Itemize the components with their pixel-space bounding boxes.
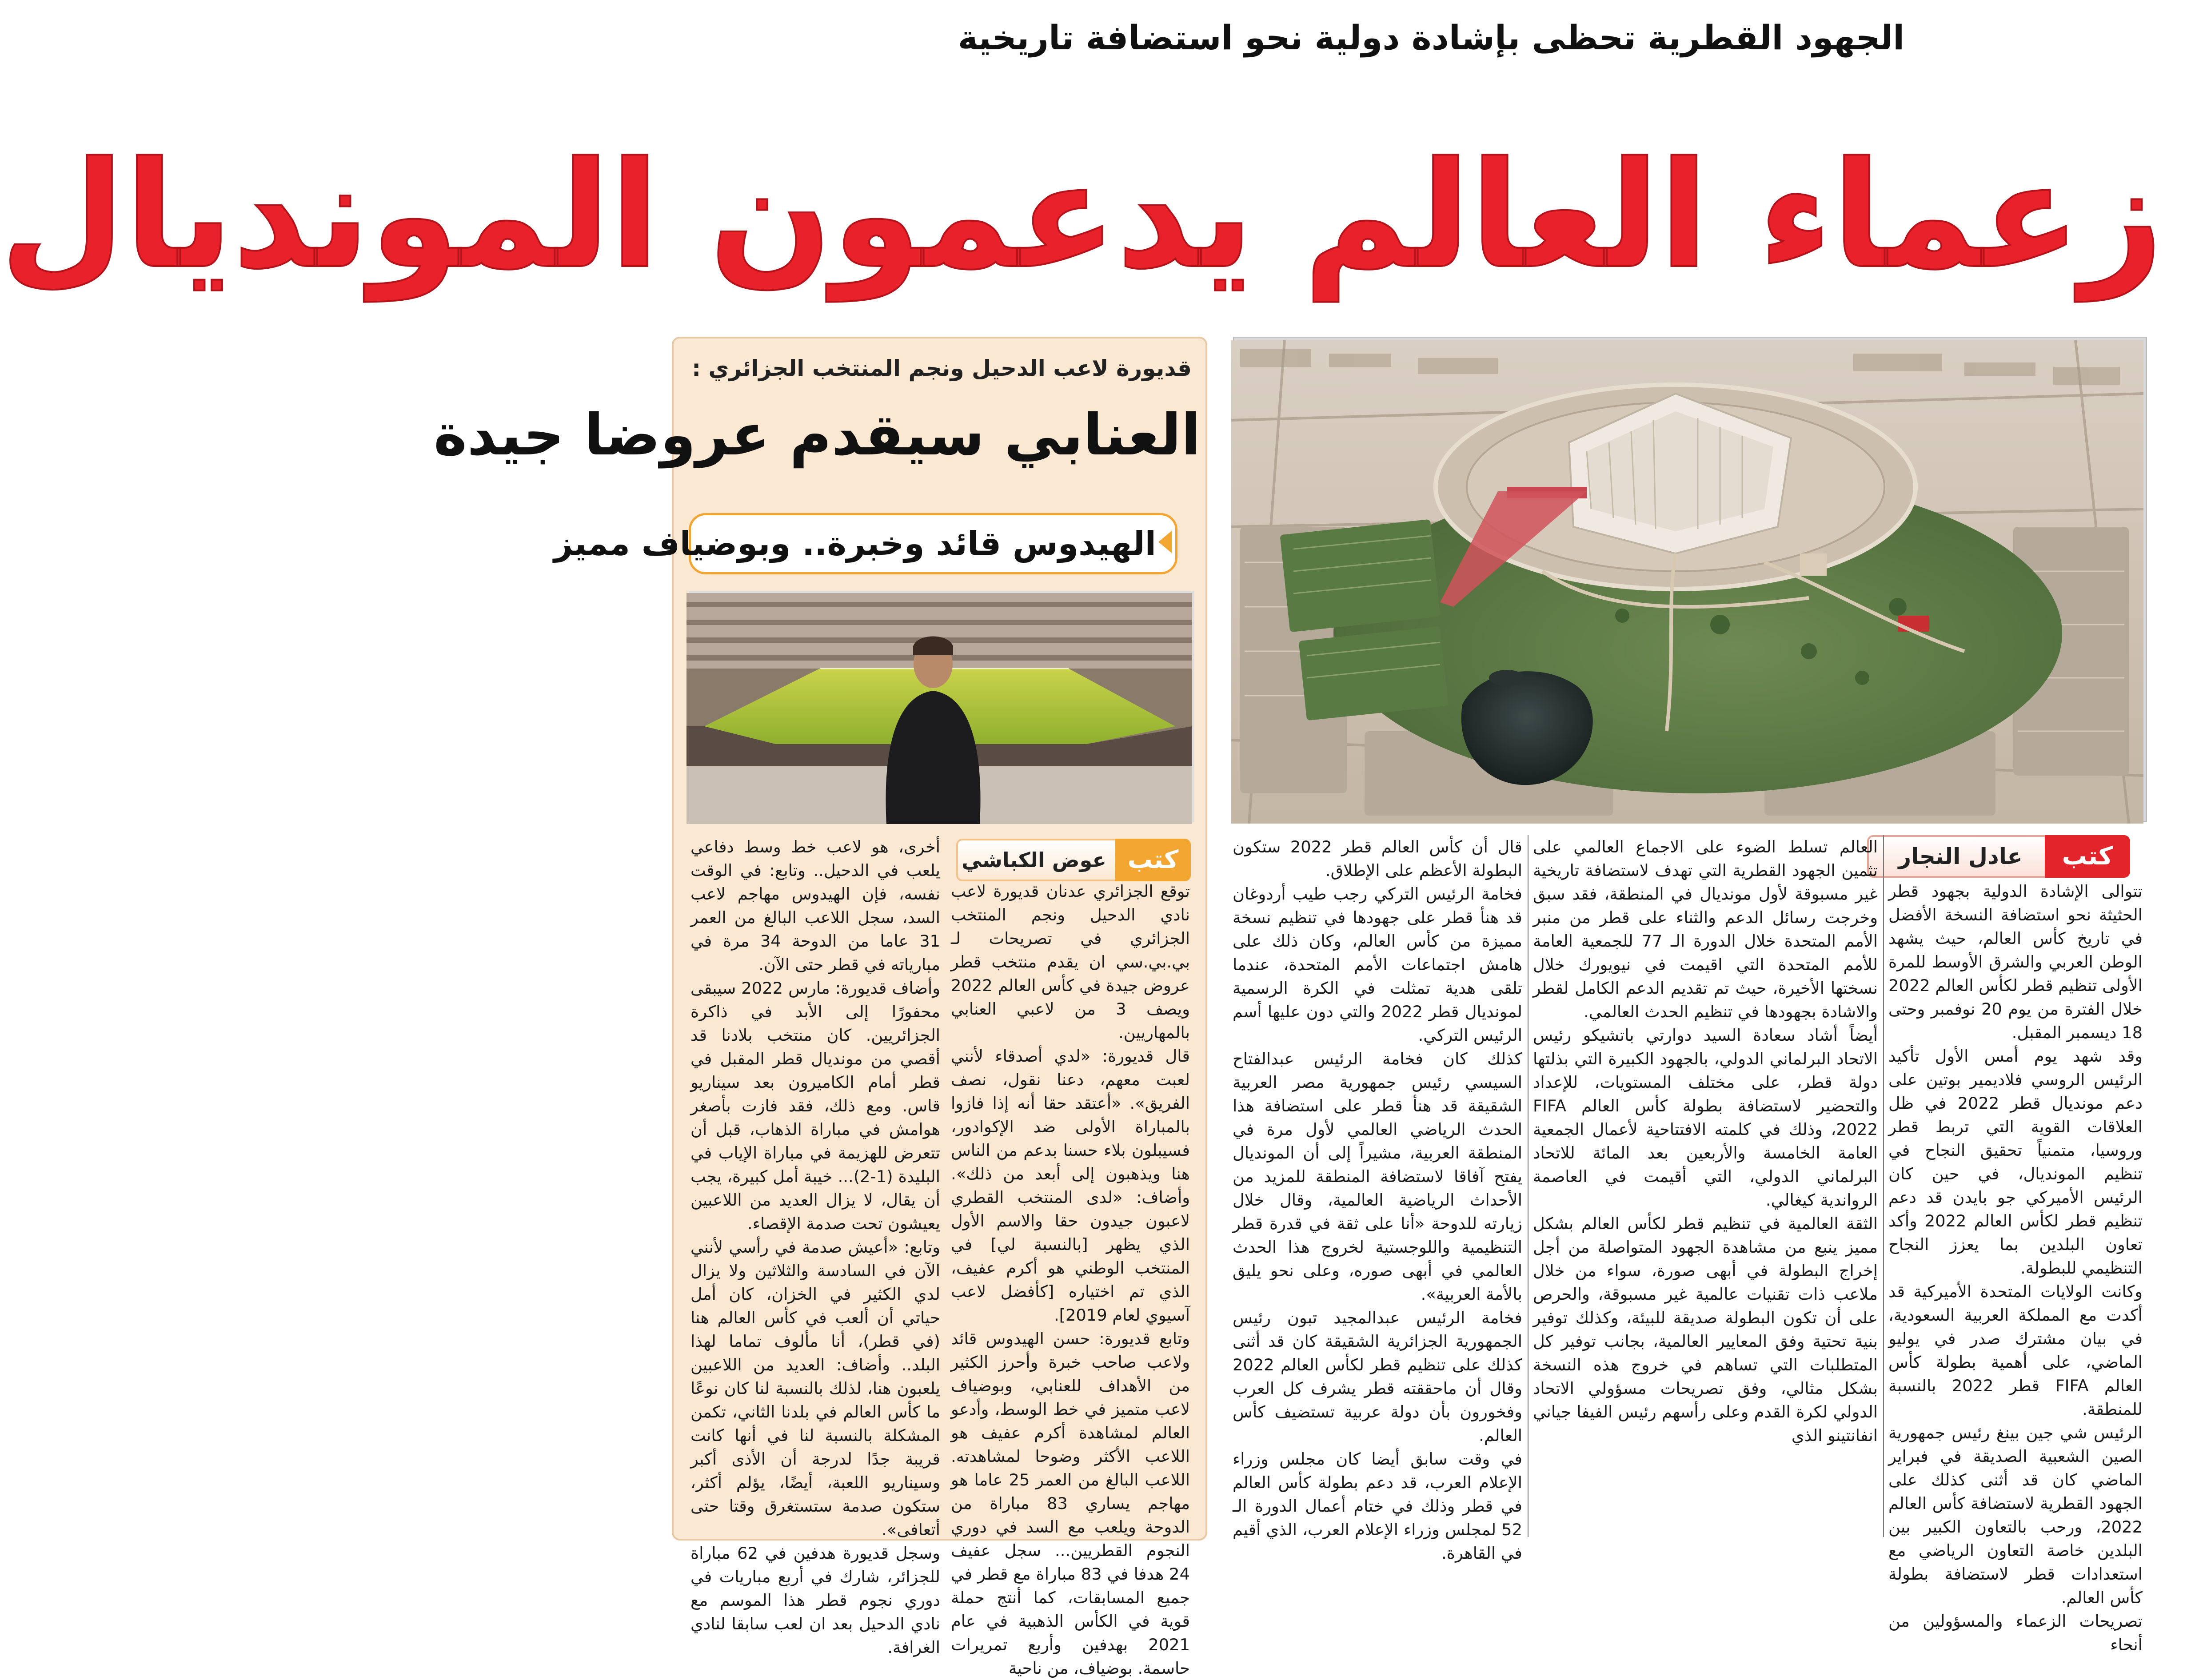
player-photo-illustration <box>686 593 1192 824</box>
article-paragraph: توقع الجزائري عدنان قديورة لاعب نادي الدحيل ونجم المنتخب الجزائري في تصريحات لـ بي.بي.سي ان يقدم منتخب قطر عروض جيدة في كأس العالم 2022 ويصف 3 من لاعبي العنابي بالمهاريين. <box>951 882 1190 1042</box>
article-paragraph: أيضاً أشاد سعادة السيد دوارتي باتشيكو رئيس الاتحاد البرلماني الدولي، بالجهود الكبيرة التي بذلتها دولة قطر، على مختلف المستويات، للإعداد والتحضير لاستضافة بطولة كأس العالم FIFA 2022، وذلك في كلمته الافتتاحية لأعمال الجمعية العامة الخامسة والأربعين بعد المائة للاتحاد البرلماني الدولي، التي أقيمت في العاصمة الرواندية كيغالي. <box>1533 1026 1878 1210</box>
column-rule <box>1883 835 1884 1537</box>
main-article-column-2 <box>1533 835 1878 1537</box>
article-paragraph: في وقت سابق أيضا كان مجلس وزراء الإعلام العرب، قد دعم بطولة كأس العالم في قطر وذلك في ختام أعمال الدورة الـ 52 لمجلس وزراء الإعلام العرب، الذي أقيم في القاهرة. <box>1233 1449 1522 1563</box>
sidebar-column-2 <box>690 835 941 1657</box>
main-headline: زعماء العالم يدعمون المونديال <box>0 130 2163 301</box>
article-paragraph: وكانت الولايات المتحدة الأميركية قد أكدت مع المملكة العربية السعودية، في بيان مشترك صدر في يوليو الماضي، على أهمية بطولة كأس العالم FIFA قطر 2022 بالنسبة للمنطقة. <box>1888 1282 2143 1419</box>
sidebar-column-1 <box>951 880 1190 1678</box>
page-kicker: الجهود القطرية تحظى بإشادة دولية نحو استضافة تاريخية <box>958 18 1905 57</box>
article-paragraph: كذلك كان فخامة الرئيس عبدالفتاح السيسي رئيس جمهورية مصر العربية الشقيقة قد هنأ قطر على استضافة هذا الحدث الرياضي العالمي لأول مرة في المنطقة العربية، مشيراً إلى أن المونديال يفتح آفاقا لاستضافة المنطقة للمزيد من الأحداث الرياضية العالمية، وقال خلال زيارته للدوحة «أنا على ثقة في قدرة قطر التنظيمية واللوجستية لخروج هذا الحدث العالمي في أبهى صوره، وعلى نحو يليق بالأمة العربية». <box>1233 1049 1522 1304</box>
sidebar-headline: العنابي سيقدم عروضا جيدة <box>433 402 1201 468</box>
article-paragraph: الرئيس شي جين بينغ رئيس جمهورية الصين الشعبية الصديقة في فبراير الماضي كان قد أثنى كذلك على الجهود القطرية لاستضافة كأس العالم 2022، ورحب بالتعاون الكبير بين البلدين خاصة التعاون الرياضي مع استعدادات قطر لاستضافة بطولة كأس العالم. <box>1888 1423 2143 1607</box>
byline-tag-main: كتب <box>2045 835 2130 878</box>
article-paragraph: تصريحات الزعماء والمسؤولين من أنحاء <box>1888 1612 2143 1654</box>
article-paragraph: الثقة العالمية في تنظيم قطر لكأس العالم بشكل مميز ينبع من مشاهدة الجهود المتواصلة من أجل إخراج البطولة في أبهى صورة، سواء من خلال ملاعب ذات تقنيات عالمية غير مسبوقة، والحرص على أن تكون البطولة صديقة للبيئة، وكذلك توفير بنية تحتية وفق المعايير العالمية، بجانب توفير كل المتطلبات التي تساهم في خروج هذه النسخة بشكل مثالي، وفق تصريحات مسؤولي الاتحاد الدولي لكرة القدم وعلى رأسهم رئيس الفيفا جياني انفانتينو الذي <box>1533 1214 1878 1445</box>
article-paragraph: العالم تسلط الضوء على الاجماع العالمي على تثمين الجهود القطرية التي تهدف لاستضافة تاريخية غير مسبوقة لأول مونديال في المنطقة، فقد سبق وخرجت رسائل الدعم والثناء على قطر من منبر الأمم المتحدة خلال الدورة الـ 77 للجمعية العامة للأمم المتحدة التي اقيمت في نيويورك خلال نسختها الأخيرة، حيث تم تقديم الدعم الكامل لقطر والاشادة بجهودها في تنظيم الحدث العالمي. <box>1533 837 1878 1021</box>
stadium-aerial-illustration <box>1231 340 2143 824</box>
article-paragraph: وسجل قديورة هدفين في 62 مباراة للجزائر، شارك في أربع مباريات في دوري نجوم قطر هذا الموسم مع نادي الدحيل بعد ان لعب سابقا لنادي الغرافة. <box>690 1544 940 1657</box>
column-rule <box>1528 835 1529 1537</box>
byline-tag-sidebar: كتب <box>1115 839 1191 881</box>
article-paragraph: أخرى، هو لاعب خط وسط دفاعي يلعب في الدحيل.. وتابع: في الوقت نفسه، فإن الهيدوس مهاجم لاعب السد، سجل اللاعب البالغ من العمر 31 عاما من الدوحة 34 مرة في مبارياته في قطر حتى الآن. <box>690 837 941 974</box>
main-article-column-3 <box>1233 835 1522 1563</box>
article-paragraph: فخامة الرئيس عبدالمجيد تبون رئيس الجمهورية الجزائرية الشقيقة كان قد أثنى كذلك على تنظيم قطر لكأس العالم 2022 وقال أن ماحققته قطر يشرف كل العرب وفخورون بأن دولة عربية تستضيف كأس العالم. <box>1233 1308 1522 1445</box>
sidebar-subheadline: الهيدوس قائد وخبرة.. وبوضياف مميز <box>554 525 1156 563</box>
main-article-column-1 <box>1888 835 2143 1654</box>
article-paragraph: قال قديورة: «لدي أصدقاء لأنني لعبت معهم، دعنا نقول، نصف الفريق». «أعتقد حقا أنه إذا فازوا بالمباراة الأولى ضد الإكوادور، فسيبلون بلاء حسنا بدعم من الناس هنا ويذهبون إلى أبعد من ذلك». وأضاف: «لدى المنتخب القطري لاعبون جيدون حقا والاسم الأول الذي يظهر [بالنسبة لي] في المنتخب الوطني هو أكرم عفيف، الذي تم اختياره [كأفضل لاعب آسيوي لعام 2019]. <box>951 1047 1190 1325</box>
byline-spacer <box>1888 835 2143 880</box>
article-paragraph: تتوالى الإشادة الدولية بجهود قطر الحثيثة نحو استضافة النسخة الأفضل في تاريخ كأس العالم، حيث يشهد الوطن العربي والشرق الأوسط للمرة الأولى تنظيم قطر لكأس العالم 2022 خلال الفترة من يوم 20 نوفمبر وحتى 18 ديسمبر المقبل. <box>1888 882 2143 1042</box>
article-paragraph: وأضاف قديورة: مارس 2022 سيبقى محفورًا إلى الأبد في ذاكرة الجزائريين. كان منتخب بلادنا قد أقصي من مونديال قطر المقبل في قطر أمام الكاميرون بعد سيناريو قاس. ومع ذلك، فقد فازت بأصغر هوامش في مباراة الذهاب، قبل أن تتعرض للهزيمة في مباراة الإياب في البليدة (1-2)... خيبة أمل كبيرة، يجب أن يقال، لا يزال العديد من اللاعبين يعيشون تحت صدمة الإقصاء. <box>690 979 940 1233</box>
sidebar-kicker: قديورة لاعب الدحيل ونجم المنتخب الجزائري : <box>692 355 1192 381</box>
stadium-aerial-photo <box>1234 338 2146 821</box>
article-paragraph: فخامة الرئيس التركي رجب طيب أردوغان قد هنأ قطر على جهودها في تنظيم نسخة مميزة من كأس العالم، وكان ذلك على هامش اجتماعات الأمم المتحدة، عندما تلقى هدية تمثلت في الكرة الرسمية لمونديال قطر 2022 والتي دون عليها أسم الرئيس التركي. <box>1233 884 1522 1045</box>
article-paragraph: وقد شهد يوم أمس الأول تأكيد الرئيس الروسي فلاديمير بوتين على دعم مونديال قطر 2022 في ظل العلاقات القوية التي تربط قطر وروسيا، متمنياً تحقيق النجاح في تنظيم المونديال، في حين كان الرئيس الأميركي جو بايدن قد دعم تنظيم قطر لكأس العالم 2022 وأكد تعاون البلدين بما يعزز النجاح التنظيمي للبطولة. <box>1888 1047 2143 1278</box>
byline-name-main: عادل النجار <box>1898 844 2023 869</box>
player-in-stadium-photo <box>689 591 1194 822</box>
article-paragraph: قال أن كأس العالم قطر 2022 ستكون البطولة الأعظم على الإطلاق. <box>1233 837 1522 880</box>
byline-name-sidebar: عوض الكباشي <box>962 848 1106 872</box>
article-paragraph: وتابع قديورة: حسن الهيدوس قائد ولاعب صاحب خبرة وأحرز الكثير من الأهداف للعنابي، وبوضياف لاعب متميز في خط الوسط، وأدعو العالم لمشاهدة أكرم عفيف هو اللاعب الأكثر وضوحا لمشاهدته. اللاعب البالغ من العمر 25 عاما هو مهاجم يساري 83 مباراة من الدوحة ويلعب مع السد في دوري النجوم القطريين... سجل عفيف 24 هدفا في 83 مباراة مع قطر في جميع المسابقات، كما أنتج حملة قوية في الكأس الذهبية في عام 2021 بهدفين وأربع تمريرات حاسمة. بوضياف، من ناحية <box>951 1329 1190 1678</box>
article-paragraph: وتابع: «أعيش صدمة في رأسي لأنني الآن في السادسة والثلاثين ولا يزال لدي الكثير في الخزان، كان أمل حياتي أن ألعب في كأس العالم هنا (في قطر)، أنا مألوف تماما لهذا البلد.. وأضاف: العديد من اللاعبين يلعبون هنا، لذلك بالنسبة لنا كان نوعًا ما كأس العالم في بلدنا الثاني، تكمن المشكلة بالنسبة لنا في أنها كانت قريبة جدًا لدرجة أن الأذى أكبر وسيناريو اللعبة، أيضًا، يؤلم أكثر، ستكون صدمة ستستغرق وقتا حتى أتعافى». <box>690 1238 940 1539</box>
